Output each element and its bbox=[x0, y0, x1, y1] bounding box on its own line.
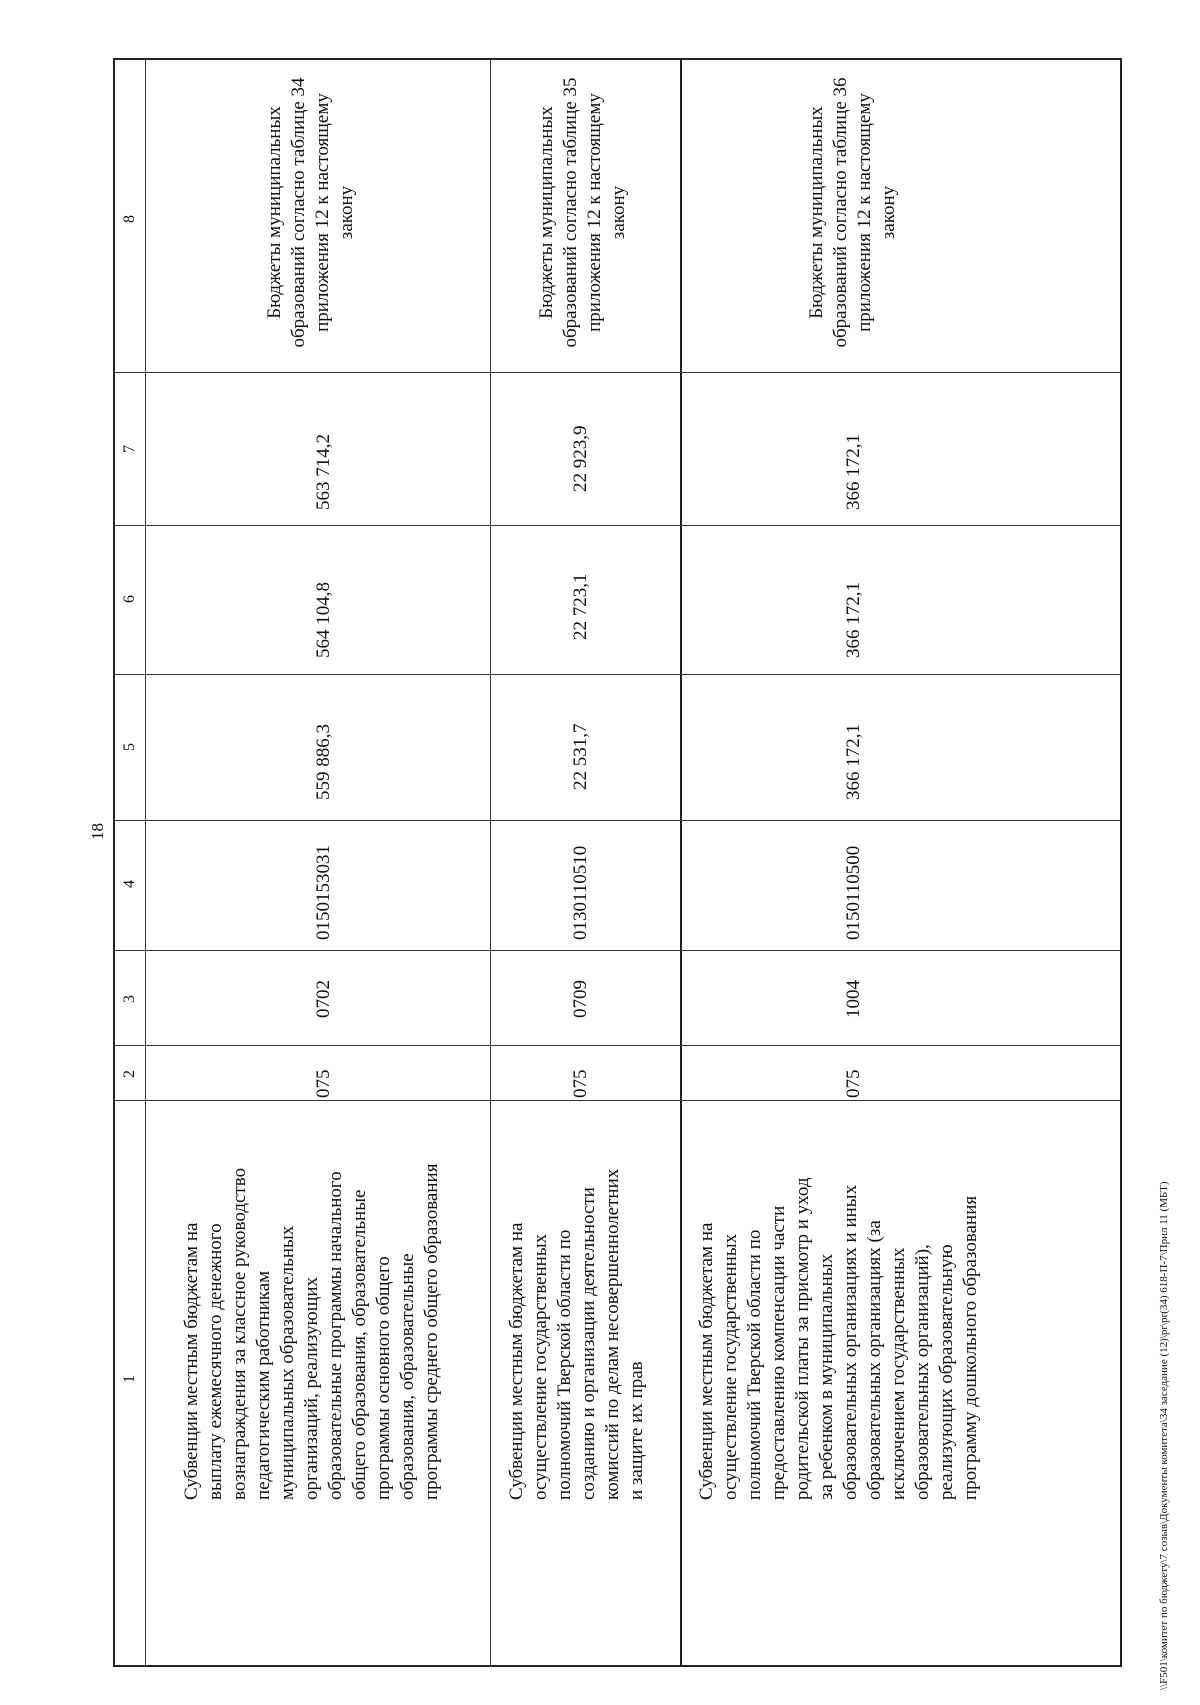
footer-path: \\F501\комитет по бюджету\7 созыв\Документы комитета\34 заседание (12)\pr\pr(34) 618-П-7\Прил 11 (МБТ) bbox=[1158, 1181, 1170, 1690]
header-col-4: 4 bbox=[121, 880, 138, 888]
row1-name: Субвенции местным бюджетам на выплату ежемесячного денежного вознаграждения за классное руководство педагогическим работникам муниципальных образовательных организаций, реализующих образовательные программы начального общего образования, образовательные программы основного общего образования, образовательные программы среднего общего образования bbox=[181, 1163, 442, 1500]
header-col-2: 2 bbox=[121, 1070, 138, 1078]
row3-year3: 366 172,1 bbox=[843, 434, 864, 510]
row2-destination: Бюджеты муниципальных образований согласно таблице 35 приложения 12 к настоящему закону bbox=[536, 77, 629, 348]
row1-target: 0150153031 bbox=[313, 845, 334, 940]
row2-section: 0709 bbox=[570, 980, 591, 1018]
row3-admin: 075 bbox=[843, 1069, 864, 1098]
row3-year2: 366 172,1 bbox=[843, 582, 864, 658]
page-number: 18 bbox=[88, 823, 107, 840]
row3-year1: 366 172,1 bbox=[843, 724, 864, 800]
header-band bbox=[115, 60, 146, 1665]
row1-destination: Бюджеты муниципальных образований согласно таблице 34 приложения 12 к настоящему закону bbox=[264, 77, 357, 348]
header-col-6: 6 bbox=[121, 595, 138, 603]
row3-name: Субвенции местным бюджетам на осуществление государственных полномочий Тверской области по предоставлению компенсации части родительской платы за присмотр и уход за ребенком в муниципальных образовательных организациях и иных образовательных организациях (за исключением государственных образовательных организаций), реализующих образовательную программу дошкольного образования bbox=[696, 1177, 981, 1500]
header-col-5: 5 bbox=[121, 743, 138, 751]
row3-section: 1004 bbox=[843, 980, 864, 1018]
row1-year2: 564 104,8 bbox=[313, 582, 334, 658]
header-col-7: 7 bbox=[121, 445, 138, 453]
row2-year2: 22 723,1 bbox=[570, 573, 591, 640]
row1-year1: 559 886,3 bbox=[313, 724, 334, 800]
row1-section: 0702 bbox=[313, 980, 334, 1018]
row3-destination: Бюджеты муниципальных образований согласно таблице 36 приложения 12 к настоящему закону bbox=[806, 77, 899, 348]
header-col-3: 3 bbox=[121, 995, 138, 1003]
header-col-1: 1 bbox=[121, 1375, 138, 1383]
row2-year3: 22 923,9 bbox=[570, 425, 591, 492]
row2-target: 0130110510 bbox=[570, 845, 591, 940]
row3-target: 0150110500 bbox=[843, 845, 864, 940]
row1-admin: 075 bbox=[313, 1069, 334, 1098]
row2-year1: 22 531,7 bbox=[570, 723, 591, 790]
header-col-8: 8 bbox=[121, 215, 138, 223]
data-table bbox=[113, 58, 1122, 1667]
row1-year3: 563 714,2 bbox=[313, 434, 334, 510]
row2-admin: 075 bbox=[570, 1069, 591, 1098]
row2-name: Субвенции местным бюджетам на осуществление государственных полномочий Тверской области по созданию и организации деятельности комиссий по делам несовершеннолетних и защите их прав bbox=[506, 1168, 647, 1500]
